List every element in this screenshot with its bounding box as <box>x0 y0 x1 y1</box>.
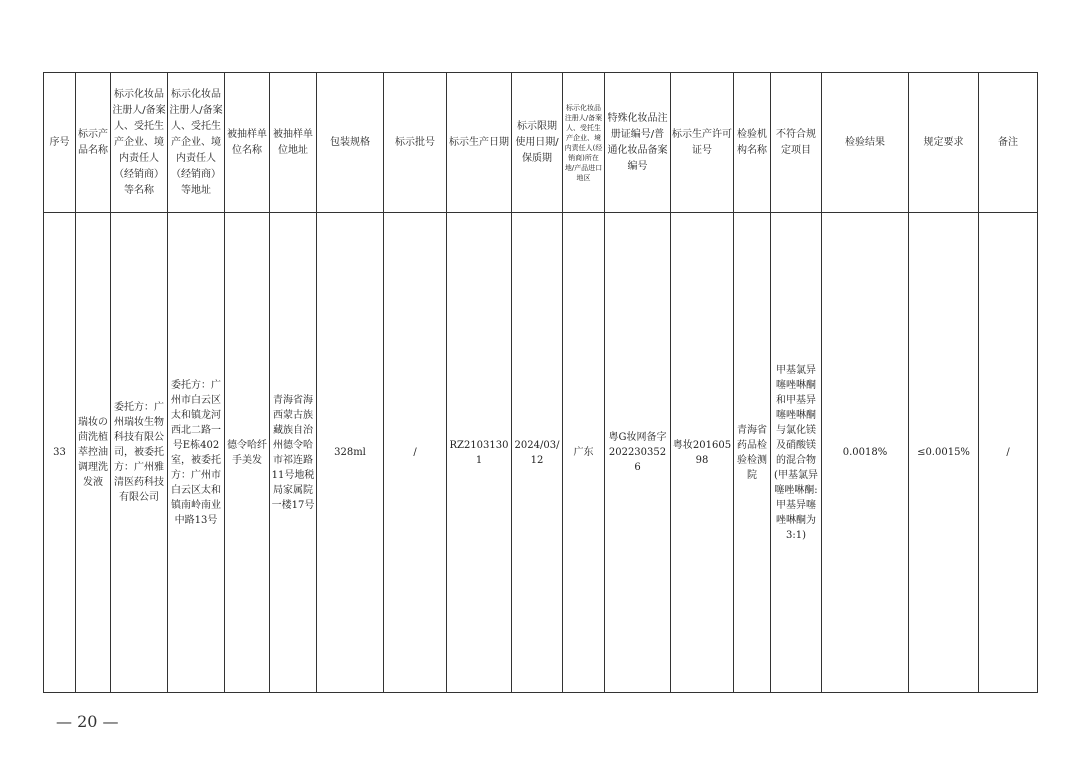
header-origin-region: 标示化妆品注册人/备案人、受托生产企业、境内责任人(经销商)所在地/产品进口地区 <box>563 73 605 213</box>
header-license-number: 标示生产许可证号 <box>671 73 734 213</box>
page-number: — 20 — <box>56 712 119 731</box>
cell-enterprise-name: 委托方：广州瑞妆生物科技有限公司，被委托方：广州雅清医药科技有限公司 <box>111 213 168 693</box>
header-enterprise-name: 标示化妆品注册人/备案人、受托生产企业、境内责任人（经销商）等名称 <box>111 73 168 213</box>
header-test-result: 检验结果 <box>822 73 909 213</box>
header-inspection-agency: 检验机构名称 <box>734 73 771 213</box>
header-failed-item: 不符合规定项目 <box>771 73 822 213</box>
cell-serial-number: 33 <box>44 213 76 693</box>
cell-sampled-unit-name: 德令哈纤手美发 <box>225 213 270 693</box>
header-serial-number: 序号 <box>44 73 76 213</box>
header-batch-number: 标示批号 <box>384 73 447 213</box>
cell-batch-number: / <box>384 213 447 693</box>
cell-package-spec: 328ml <box>317 213 384 693</box>
cell-inspection-agency: 青海省药品检验检测院 <box>734 213 771 693</box>
cell-remark: / <box>979 213 1038 693</box>
cell-requirement: ≤0.0015% <box>909 213 979 693</box>
table-header-row <box>44 73 1038 213</box>
cell-expiry-date: 2024/03/12 <box>512 213 563 693</box>
cell-product-name: 瑞妆の茴洗植萃控油调理洗发液 <box>76 213 111 693</box>
cell-license-number: 粤妆20160598 <box>671 213 734 693</box>
table-row <box>44 213 1038 693</box>
cell-sampled-unit-address: 青海省海西蒙古族藏族自治州德令哈市祁连路11号地税局家属院一楼17号 <box>270 213 317 693</box>
cell-origin-region: 广东 <box>563 213 605 693</box>
cell-enterprise-address: 委托方：广州市白云区太和镇龙河西北二路一号E栋402室，被委托方：广州市白云区太和镇南岭南业中路13号 <box>168 213 225 693</box>
header-production-date: 标示生产日期 <box>447 73 512 213</box>
header-enterprise-address: 标示化妆品注册人/备案人、受托生产企业、境内责任人（经销商）等地址 <box>168 73 225 213</box>
cell-test-result: 0.0018% <box>822 213 909 693</box>
header-product-name: 标示产品名称 <box>76 73 111 213</box>
header-sampled-unit-name: 被抽样单位名称 <box>225 73 270 213</box>
header-sampled-unit-address: 被抽样单位地址 <box>270 73 317 213</box>
cell-production-date: RZ21031301 <box>447 213 512 693</box>
header-package-spec: 包装规格 <box>317 73 384 213</box>
cell-registration-number: 粤G妆网备字2022303526 <box>605 213 671 693</box>
inspection-result-table <box>43 72 1038 693</box>
header-requirement: 规定要求 <box>909 73 979 213</box>
header-registration-number: 特殊化妆品注册证编号/普通化妆品备案编号 <box>605 73 671 213</box>
cell-failed-item: 甲基氯异噻唑啉酮和甲基异噻唑啉酮与氯化镁及硝酸镁的混合物(甲基氯异噻唑啉酮:甲基异噻唑啉酮为3:1) <box>771 213 822 693</box>
header-remark: 备注 <box>979 73 1038 213</box>
header-expiry-date: 标示限期使用日期/保质期 <box>512 73 563 213</box>
